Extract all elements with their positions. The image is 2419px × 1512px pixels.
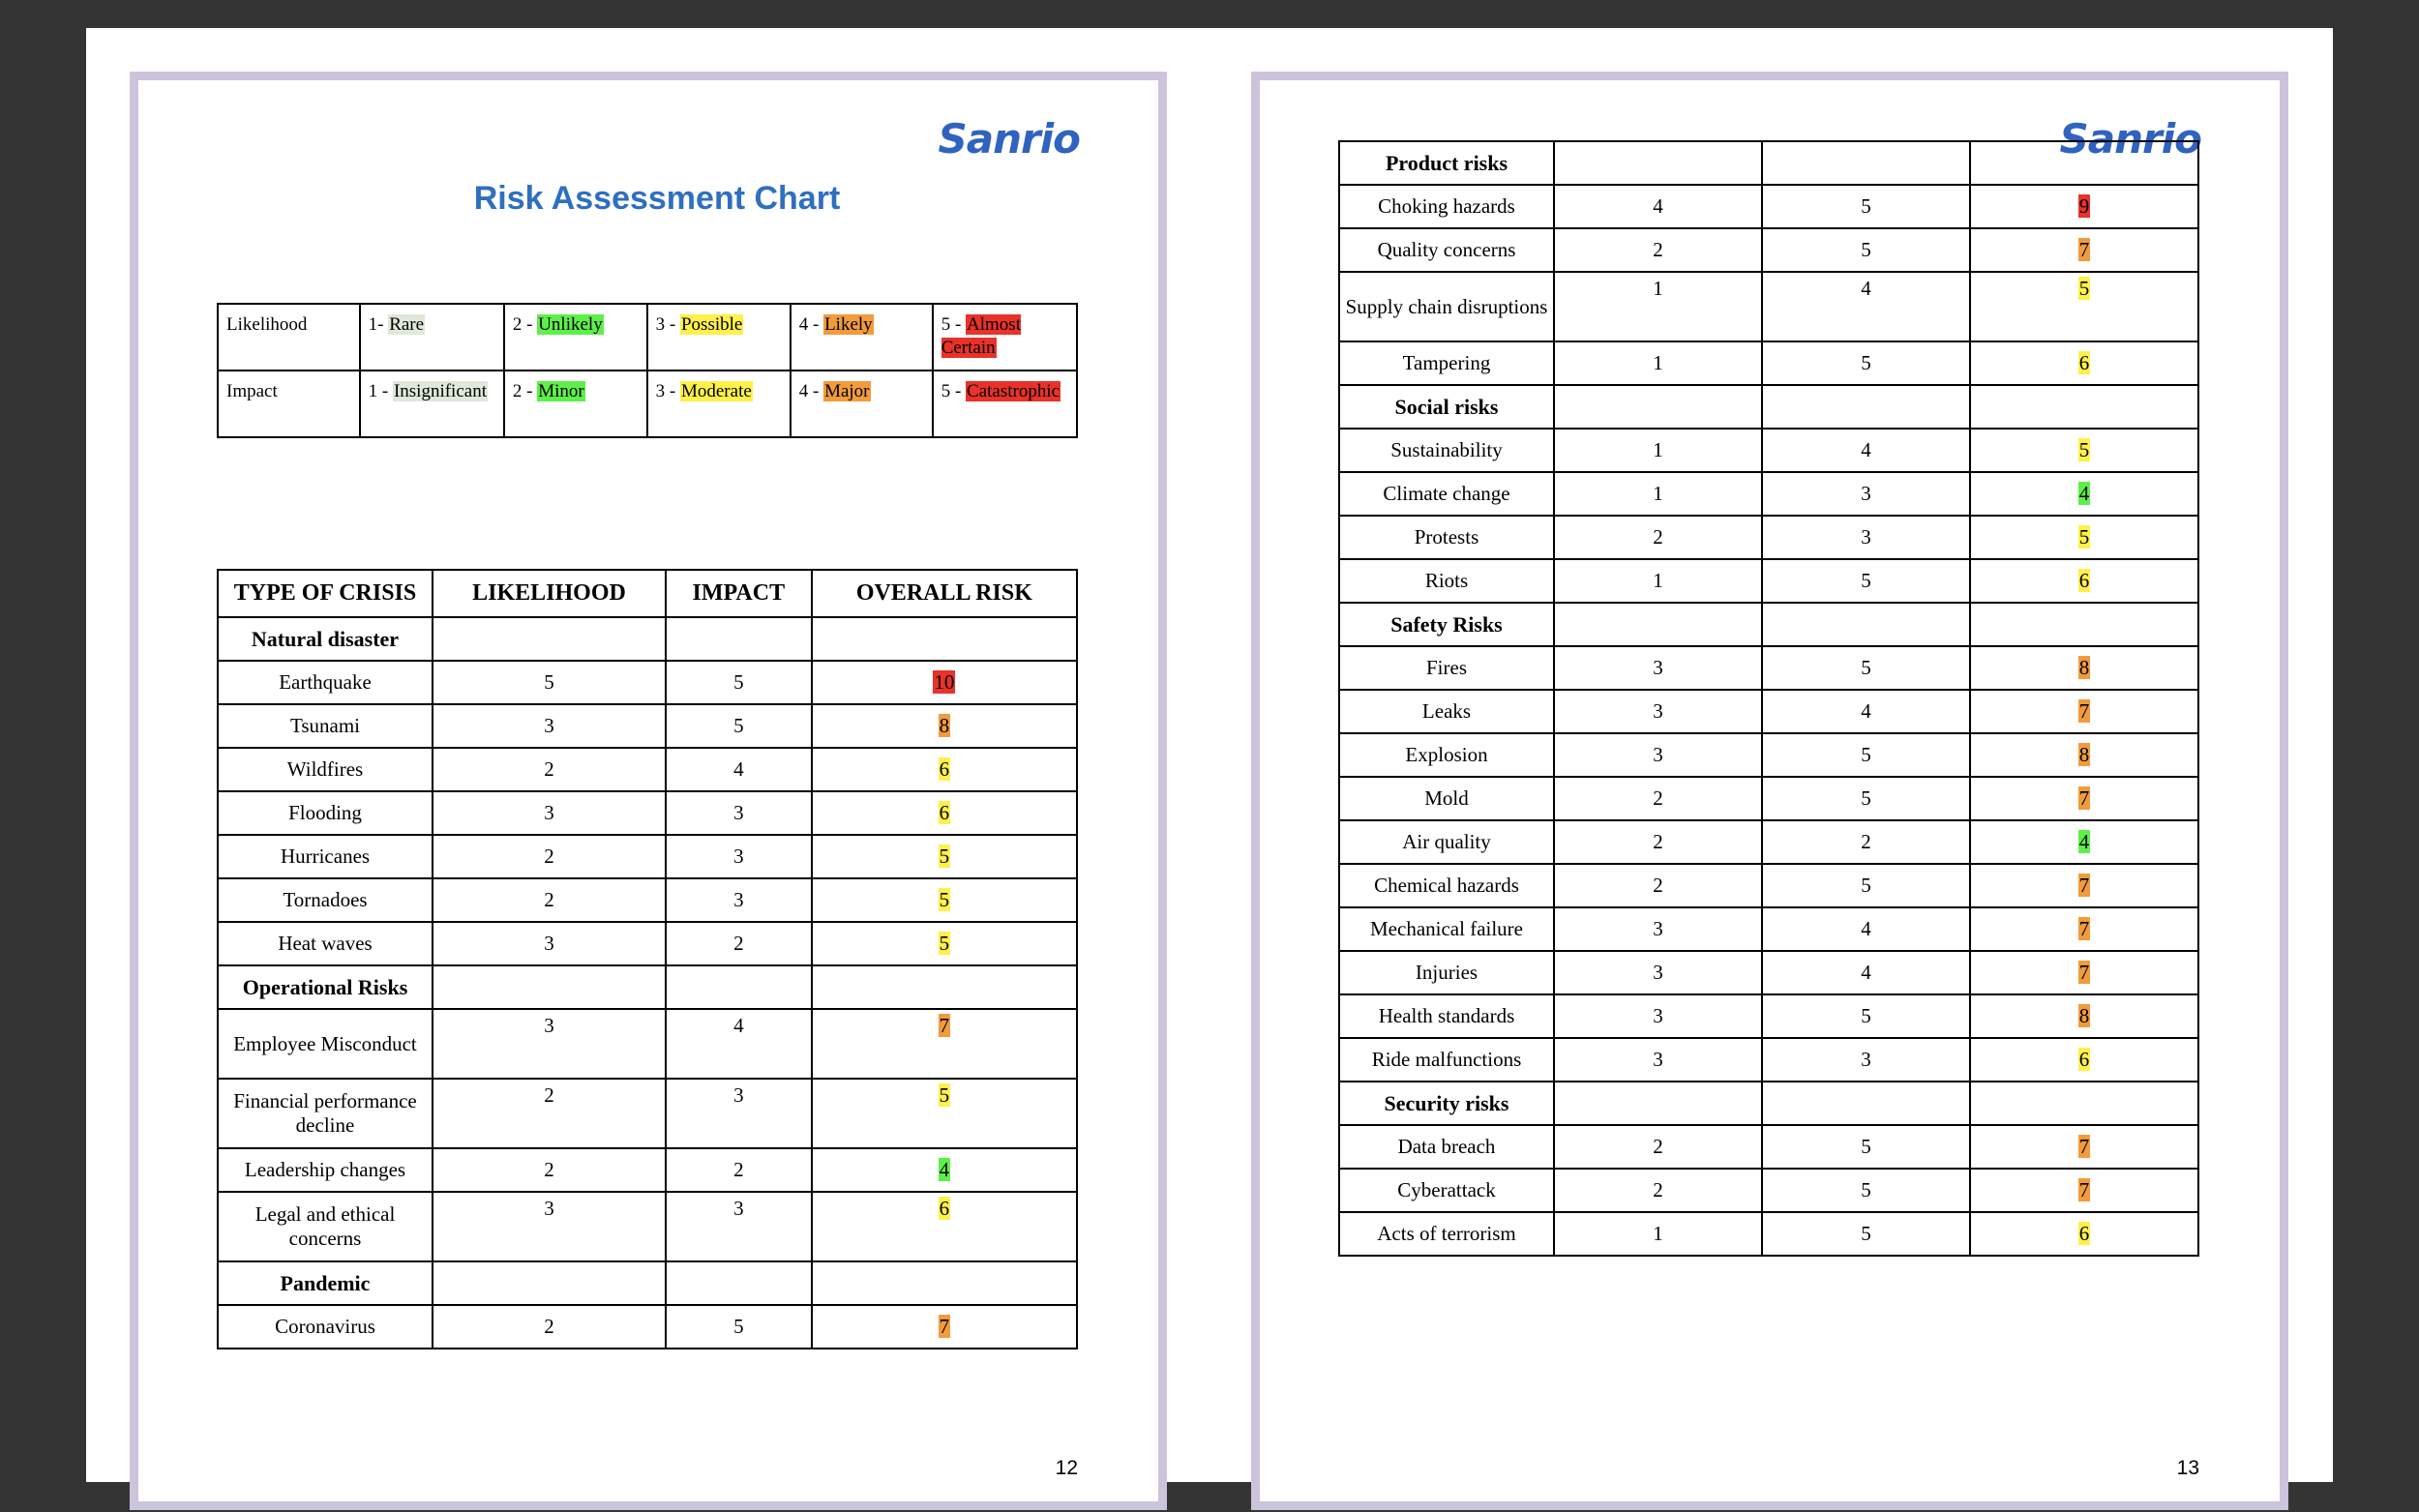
page-number: 13 xyxy=(2176,1457,2199,1479)
table-row xyxy=(1339,429,2198,472)
overall-risk-value: 7 xyxy=(2078,917,2090,940)
empty-cell xyxy=(1762,1082,1970,1125)
likelihood-value: 2 xyxy=(433,1079,666,1148)
crisis-name: Hurricanes xyxy=(218,835,433,878)
overall-risk-cell xyxy=(812,661,1077,704)
legend-cell: 1- Rare xyxy=(360,304,504,371)
category-row xyxy=(1339,385,2198,429)
overall-risk-value: 5 xyxy=(2078,438,2090,461)
legend-cell: 3 - Possible xyxy=(647,304,791,371)
overall-risk-cell xyxy=(1970,472,2198,516)
crisis-name: Mechanical failure xyxy=(1339,907,1554,951)
crisis-name: Earthquake xyxy=(218,661,433,704)
crisis-name: Fires xyxy=(1339,646,1554,690)
risk-table-left xyxy=(217,569,1078,1349)
likelihood-value: 1 xyxy=(1554,1212,1762,1256)
likelihood-value: 3 xyxy=(433,704,666,748)
table-row xyxy=(218,1192,1077,1261)
likelihood-value: 1 xyxy=(1554,429,1762,472)
logo-text: Sanrio xyxy=(2059,115,2201,163)
legend-level: Moderate xyxy=(680,381,752,401)
page-12 xyxy=(130,72,1167,1510)
overall-risk-value: 7 xyxy=(2078,961,2090,984)
likelihood-value: 1 xyxy=(1554,559,1762,603)
impact-value: 3 xyxy=(1762,1038,1970,1082)
table-row xyxy=(218,878,1077,922)
likelihood-value: 3 xyxy=(1554,690,1762,733)
table-row xyxy=(218,1079,1077,1148)
likelihood-value: 2 xyxy=(433,748,666,791)
crisis-name: Employee Misconduct xyxy=(218,1009,433,1079)
impact-value: 3 xyxy=(1762,516,1970,559)
table-row xyxy=(1339,1125,2198,1169)
likelihood-value: 2 xyxy=(1554,516,1762,559)
likelihood-value: 3 xyxy=(433,791,666,835)
impact-value: 5 xyxy=(1762,777,1970,820)
legend-level: Major xyxy=(824,381,870,401)
impact-value: 4 xyxy=(1762,907,1970,951)
legend-cell: 1 - Insignificant xyxy=(360,371,504,437)
crisis-name: Leadership changes xyxy=(218,1148,433,1192)
impact-value: 3 xyxy=(666,878,812,922)
impact-value: 2 xyxy=(1762,820,1970,864)
likelihood-value: 2 xyxy=(433,835,666,878)
crisis-name: Air quality xyxy=(1339,820,1554,864)
legend-label: Impact xyxy=(218,371,360,437)
impact-value: 5 xyxy=(1762,733,1970,777)
overall-risk-value: 6 xyxy=(939,801,950,824)
legend-level: Catastrophic xyxy=(967,381,1060,401)
legend-level: Almost Certain xyxy=(941,314,1021,358)
impact-value: 5 xyxy=(666,661,812,704)
crisis-name: Wildfires xyxy=(218,748,433,791)
category-label: Product risks xyxy=(1339,141,1554,185)
crisis-name: Tsunami xyxy=(218,704,433,748)
category-row xyxy=(218,617,1077,661)
impact-value: 3 xyxy=(666,1192,812,1261)
overall-risk-cell xyxy=(812,748,1077,791)
column-header: OVERALL RISK xyxy=(812,570,1077,617)
crisis-name: Tampering xyxy=(1339,341,1554,385)
category-row xyxy=(1339,1082,2198,1125)
likelihood-value: 2 xyxy=(1554,1169,1762,1212)
empty-cell xyxy=(1554,385,1762,429)
overall-risk-value: 4 xyxy=(939,1158,950,1181)
overall-risk-value: 7 xyxy=(2078,874,2090,897)
impact-value: 5 xyxy=(1762,1212,1970,1256)
page-13 xyxy=(1251,72,2288,1510)
table-row xyxy=(1339,994,2198,1038)
likelihood-value: 1 xyxy=(1554,472,1762,516)
overall-risk-value: 6 xyxy=(2078,569,2090,592)
document-spread xyxy=(86,28,2333,1482)
crisis-name: Financial performance decline xyxy=(218,1079,433,1148)
column-header: TYPE OF CRISIS xyxy=(218,570,433,617)
empty-cell xyxy=(812,1261,1077,1305)
impact-value: 4 xyxy=(1762,690,1970,733)
likelihood-value: 2 xyxy=(433,878,666,922)
overall-risk-value: 5 xyxy=(939,1083,950,1107)
table-row xyxy=(1339,951,2198,994)
legend-row-likelihood xyxy=(218,304,1077,371)
overall-risk-value: 10 xyxy=(934,670,955,694)
crisis-name: Sustainability xyxy=(1339,429,1554,472)
likelihood-value: 3 xyxy=(433,1192,666,1261)
crisis-name: Tornadoes xyxy=(218,878,433,922)
overall-risk-value: 5 xyxy=(939,888,950,911)
overall-risk-cell xyxy=(1970,1169,2198,1212)
likelihood-value: 3 xyxy=(1554,907,1762,951)
overall-risk-value: 7 xyxy=(939,1014,950,1037)
empty-cell xyxy=(666,1261,812,1305)
legend-cell: 2 - Unlikely xyxy=(504,304,647,371)
likelihood-value: 2 xyxy=(1554,820,1762,864)
empty-cell xyxy=(812,617,1077,661)
table-row xyxy=(1339,472,2198,516)
category-label: Social risks xyxy=(1339,385,1554,429)
legend-label: Likelihood xyxy=(218,304,360,371)
empty-cell xyxy=(1554,141,1762,185)
likelihood-value: 3 xyxy=(1554,994,1762,1038)
legend-level: Likely xyxy=(824,314,873,335)
crisis-name: Data breach xyxy=(1339,1125,1554,1169)
table-row xyxy=(1339,907,2198,951)
legend-row-impact xyxy=(218,371,1077,437)
likelihood-value: 2 xyxy=(1554,228,1762,272)
sanrio-logo xyxy=(939,115,1080,163)
empty-cell xyxy=(666,617,812,661)
logo-text: Sanrio xyxy=(938,115,1080,163)
empty-cell xyxy=(1970,1082,2198,1125)
crisis-name: Riots xyxy=(1339,559,1554,603)
overall-risk-cell xyxy=(1970,994,2198,1038)
empty-cell xyxy=(1554,603,1762,646)
overall-risk-cell xyxy=(1970,341,2198,385)
likelihood-value: 4 xyxy=(1554,185,1762,228)
likelihood-value: 2 xyxy=(1554,1125,1762,1169)
likelihood-value: 3 xyxy=(433,1009,666,1079)
impact-value: 5 xyxy=(1762,646,1970,690)
impact-value: 2 xyxy=(666,1148,812,1192)
table-header-row xyxy=(218,570,1077,617)
impact-value: 5 xyxy=(1762,1169,1970,1212)
impact-value: 4 xyxy=(666,748,812,791)
empty-cell xyxy=(1762,385,1970,429)
crisis-name: Flooding xyxy=(218,791,433,835)
column-header: IMPACT xyxy=(666,570,812,617)
overall-risk-value: 6 xyxy=(939,757,950,781)
category-label: Operational Risks xyxy=(218,965,433,1009)
empty-cell xyxy=(812,965,1077,1009)
table-row xyxy=(1339,228,2198,272)
overall-risk-value: 8 xyxy=(939,714,950,737)
impact-value: 5 xyxy=(1762,864,1970,907)
impact-value: 4 xyxy=(1762,272,1970,341)
overall-risk-cell xyxy=(1970,429,2198,472)
crisis-name: Coronavirus xyxy=(218,1305,433,1349)
legend-cell: 3 - Moderate xyxy=(647,371,791,437)
empty-cell xyxy=(1970,141,2198,185)
overall-risk-cell xyxy=(812,878,1077,922)
table-row xyxy=(1339,690,2198,733)
overall-risk-cell xyxy=(1970,864,2198,907)
empty-cell xyxy=(1970,385,2198,429)
likelihood-value: 3 xyxy=(433,922,666,965)
impact-value: 3 xyxy=(666,835,812,878)
overall-risk-cell xyxy=(1970,777,2198,820)
crisis-name: Explosion xyxy=(1339,733,1554,777)
empty-cell xyxy=(433,1261,666,1305)
table-row xyxy=(1339,341,2198,385)
category-row xyxy=(1339,141,2198,185)
column-header: LIKELIHOOD xyxy=(433,570,666,617)
overall-risk-cell xyxy=(1970,272,2198,341)
impact-value: 5 xyxy=(1762,559,1970,603)
overall-risk-value: 5 xyxy=(939,932,950,955)
overall-risk-value: 8 xyxy=(2078,1004,2090,1027)
crisis-name: Leaks xyxy=(1339,690,1554,733)
category-row xyxy=(1339,603,2198,646)
empty-cell xyxy=(666,965,812,1009)
overall-risk-value: 5 xyxy=(2078,277,2090,300)
overall-risk-cell xyxy=(812,1305,1077,1349)
overall-risk-cell xyxy=(1970,516,2198,559)
empty-cell xyxy=(1554,1082,1762,1125)
legend-cell: 5 - Almost Certain xyxy=(933,304,1077,371)
page-number: 12 xyxy=(1055,1457,1078,1479)
table-row xyxy=(1339,864,2198,907)
impact-value: 5 xyxy=(666,1305,812,1349)
category-label: Security risks xyxy=(1339,1082,1554,1125)
crisis-name: Chemical hazards xyxy=(1339,864,1554,907)
table-row xyxy=(218,1148,1077,1192)
table-row xyxy=(1339,733,2198,777)
table-row xyxy=(1339,646,2198,690)
empty-cell xyxy=(433,965,666,1009)
table-row xyxy=(218,1305,1077,1349)
overall-risk-cell xyxy=(1970,1038,2198,1082)
crisis-name: Acts of terrorism xyxy=(1339,1212,1554,1256)
likelihood-value: 3 xyxy=(1554,951,1762,994)
overall-risk-value: 6 xyxy=(2078,1222,2090,1245)
risk-table-right xyxy=(1338,140,2199,1257)
table-row xyxy=(218,661,1077,704)
likelihood-value: 1 xyxy=(1554,272,1762,341)
likelihood-value: 5 xyxy=(433,661,666,704)
overall-risk-value: 4 xyxy=(2078,482,2090,505)
risk-legend-table xyxy=(217,303,1078,438)
likelihood-value: 2 xyxy=(1554,777,1762,820)
overall-risk-cell xyxy=(812,791,1077,835)
overall-risk-value: 6 xyxy=(2078,351,2090,374)
impact-value: 5 xyxy=(1762,1125,1970,1169)
category-row xyxy=(218,1261,1077,1305)
overall-risk-cell xyxy=(1970,559,2198,603)
legend-level: Possible xyxy=(680,314,743,335)
impact-value: 5 xyxy=(666,704,812,748)
impact-value: 3 xyxy=(666,1079,812,1148)
impact-value: 5 xyxy=(1762,341,1970,385)
table-row xyxy=(218,1009,1077,1079)
overall-risk-cell xyxy=(812,1009,1077,1079)
empty-cell xyxy=(433,617,666,661)
legend-cell: 4 - Likely xyxy=(791,304,933,371)
overall-risk-cell xyxy=(1970,820,2198,864)
overall-risk-value: 5 xyxy=(2078,525,2090,548)
overall-risk-cell xyxy=(1970,690,2198,733)
table-row xyxy=(1339,1212,2198,1256)
crisis-name: Legal and ethical concerns xyxy=(218,1192,433,1261)
overall-risk-value: 7 xyxy=(939,1315,950,1338)
table-row xyxy=(218,791,1077,835)
category-label: Natural disaster xyxy=(218,617,433,661)
impact-value: 4 xyxy=(1762,951,1970,994)
overall-risk-cell xyxy=(812,704,1077,748)
overall-risk-value: 5 xyxy=(939,845,950,868)
legend-level: Unlikely xyxy=(538,314,603,335)
legend-cell: 2 - Minor xyxy=(504,371,647,437)
overall-risk-cell xyxy=(812,1079,1077,1148)
overall-risk-value: 8 xyxy=(2078,656,2090,679)
impact-value: 3 xyxy=(666,791,812,835)
likelihood-value: 2 xyxy=(433,1305,666,1349)
crisis-name: Choking hazards xyxy=(1339,185,1554,228)
table-row xyxy=(1339,1169,2198,1212)
crisis-name: Ride malfunctions xyxy=(1339,1038,1554,1082)
crisis-name: Heat waves xyxy=(218,922,433,965)
risk-table-body xyxy=(218,617,1077,1349)
overall-risk-cell xyxy=(812,922,1077,965)
table-row xyxy=(1339,1038,2198,1082)
overall-risk-cell xyxy=(1970,1212,2198,1256)
legend-level: Minor xyxy=(538,381,584,401)
overall-risk-cell xyxy=(812,1148,1077,1192)
empty-cell xyxy=(1970,603,2198,646)
overall-risk-value: 7 xyxy=(2078,786,2090,810)
table-row xyxy=(218,835,1077,878)
empty-cell xyxy=(1762,603,1970,646)
legend-level: Insignificant xyxy=(393,381,487,401)
overall-risk-value: 7 xyxy=(2078,1178,2090,1201)
legend-cell: 4 - Major xyxy=(791,371,933,437)
overall-risk-cell xyxy=(1970,1125,2198,1169)
overall-risk-value: 8 xyxy=(2078,743,2090,766)
overall-risk-value: 9 xyxy=(2078,194,2090,218)
overall-risk-value: 7 xyxy=(2078,699,2090,723)
crisis-name: Protests xyxy=(1339,516,1554,559)
overall-risk-value: 6 xyxy=(2078,1048,2090,1071)
crisis-name: Cyberattack xyxy=(1339,1169,1554,1212)
legend-level: Rare xyxy=(389,314,425,335)
table-row xyxy=(1339,820,2198,864)
table-row xyxy=(1339,559,2198,603)
overall-risk-cell xyxy=(1970,951,2198,994)
likelihood-value: 3 xyxy=(1554,646,1762,690)
impact-value: 5 xyxy=(1762,185,1970,228)
likelihood-value: 3 xyxy=(1554,1038,1762,1082)
empty-cell xyxy=(1762,141,1970,185)
category-label: Pandemic xyxy=(218,1261,433,1305)
likelihood-value: 1 xyxy=(1554,341,1762,385)
impact-value: 3 xyxy=(1762,472,1970,516)
impact-value: 5 xyxy=(1762,228,1970,272)
overall-risk-cell xyxy=(1970,228,2198,272)
likelihood-value: 2 xyxy=(1554,864,1762,907)
legend-cell: 5 - Catastrophic xyxy=(933,371,1077,437)
crisis-name: Health standards xyxy=(1339,994,1554,1038)
crisis-name: Climate change xyxy=(1339,472,1554,516)
crisis-name: Mold xyxy=(1339,777,1554,820)
overall-risk-value: 7 xyxy=(2078,1135,2090,1158)
overall-risk-cell xyxy=(1970,907,2198,951)
category-row xyxy=(218,965,1077,1009)
overall-risk-cell xyxy=(812,1192,1077,1261)
overall-risk-value: 4 xyxy=(2078,830,2090,853)
impact-value: 4 xyxy=(1762,429,1970,472)
crisis-name: Quality concerns xyxy=(1339,228,1554,272)
impact-value: 2 xyxy=(666,922,812,965)
crisis-name: Injuries xyxy=(1339,951,1554,994)
impact-value: 5 xyxy=(1762,994,1970,1038)
likelihood-value: 3 xyxy=(1554,733,1762,777)
likelihood-value: 2 xyxy=(433,1148,666,1192)
impact-value: 4 xyxy=(666,1009,812,1079)
table-row xyxy=(218,748,1077,791)
table-row xyxy=(1339,272,2198,341)
overall-risk-cell xyxy=(1970,733,2198,777)
table-row xyxy=(218,704,1077,748)
table-row xyxy=(1339,185,2198,228)
table-row xyxy=(1339,777,2198,820)
overall-risk-cell xyxy=(1970,646,2198,690)
overall-risk-value: 6 xyxy=(939,1197,950,1220)
table-row xyxy=(218,922,1077,965)
overall-risk-cell xyxy=(1970,185,2198,228)
page-title: Risk Assessment Chart xyxy=(473,180,841,217)
risk-table-body xyxy=(1339,141,2198,1256)
crisis-name: Supply chain disruptions xyxy=(1339,272,1554,341)
overall-risk-cell xyxy=(812,835,1077,878)
overall-risk-value: 7 xyxy=(2078,238,2090,261)
category-label: Safety Risks xyxy=(1339,603,1554,646)
table-row xyxy=(1339,516,2198,559)
